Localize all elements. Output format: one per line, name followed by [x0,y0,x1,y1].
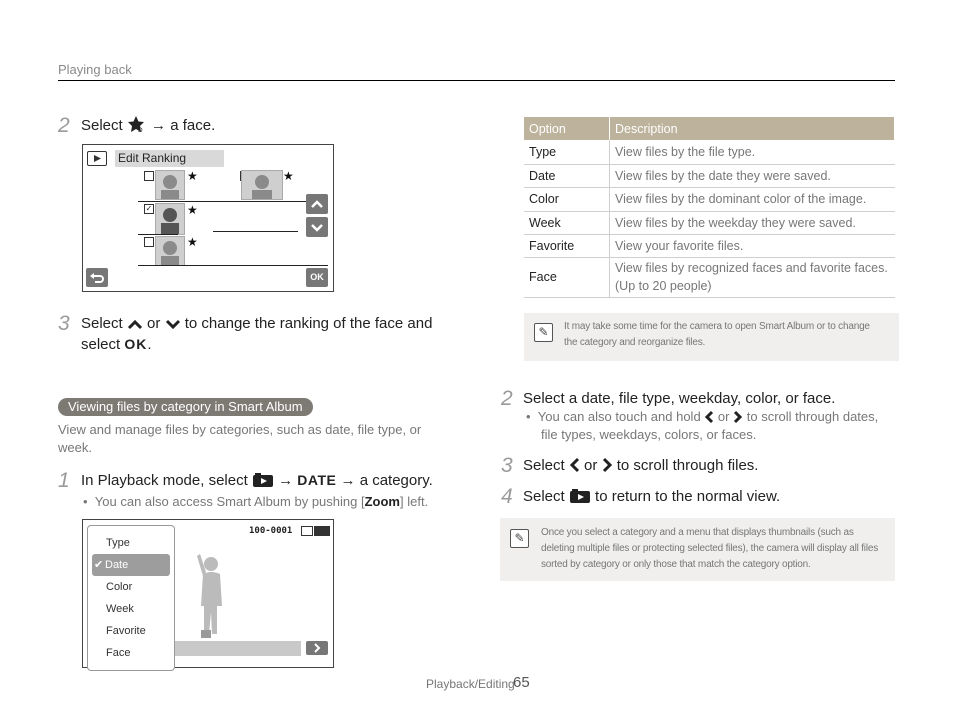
chevron-left-icon [704,410,714,424]
note-icon: ✎ [510,529,529,548]
description-line: (Up to 20 people) [615,279,712,293]
step-number: 4 [501,485,513,508]
step-number: 2 [58,114,70,137]
description-cell: View files by the weekday they were saved. [610,211,895,234]
page-number: 65 [513,674,530,691]
playback-icon [87,151,107,166]
step-number: 3 [58,312,70,335]
menu-item-favorite[interactable]: Favorite [106,625,146,637]
description-line: View files by recognized faces and favorite faces. [615,261,888,275]
column-header: Option [524,117,610,140]
smart-album-star-icon [127,115,147,133]
menu-item-color[interactable]: Color [106,581,133,593]
screen-title: Edit Ranking [115,150,224,167]
note-line: sorted by category or only those that match the category option. [541,559,811,570]
menu-item-type[interactable]: Type [106,537,130,549]
face-thumbnail[interactable] [155,170,185,200]
step-text: to scroll through files. [616,457,759,474]
step-text: Select [81,315,123,332]
filmstrip[interactable] [173,641,301,656]
note-line: Once you select a category and a menu that displays thumbnails (such as [541,527,854,538]
category-menu [87,525,175,671]
step-text: In Playback mode, select [81,472,248,489]
memory-card-icon [301,526,313,536]
divider [138,201,328,202]
description-cell [610,257,895,297]
column-header: Description [610,117,895,140]
ok-glyph: OK [124,336,148,352]
star-icon: ★ [283,169,294,183]
table-header-row [524,117,895,140]
bullet-text: You can also touch and hold [537,409,701,424]
option-cell: Type [524,140,610,164]
table-row [524,234,895,257]
footer-label: Playback/Editing [426,677,515,691]
edit-ranking-screen [82,144,334,292]
note-box [524,313,899,361]
file-counter: 100-0001 [249,526,293,536]
button-name: Zoom [364,494,400,509]
step-text: . [147,336,152,353]
menu-item-label: Date [105,559,129,571]
step-text: or [147,315,161,332]
move-down-button[interactable] [306,217,328,237]
description-cell: View files by the dominant color of the image. [610,187,895,211]
step-number: 2 [501,387,513,410]
face-checkbox[interactable] [144,237,154,247]
options-table [524,117,895,298]
star-icon: ★ [187,235,198,249]
step-number: 3 [501,454,513,477]
note-line: the category and reorganize files. [564,337,706,348]
chevron-left-icon [569,457,580,473]
step-2-bullet [526,408,896,444]
step-text: Select [523,457,565,474]
table-row [524,257,895,297]
note-text [541,525,891,573]
option-cell: Week [524,211,610,234]
step-text: or [584,457,598,474]
step-text: → a category. [340,472,433,489]
divider [213,231,298,232]
step-1-instruction [81,470,433,491]
chevron-up-icon [127,317,143,331]
bullet-text: file types, weekdays, colors, or faces. [541,427,757,442]
bullet-text: or [717,409,730,424]
smart-album-screen [82,519,334,668]
note-text [564,319,894,351]
step-3-instruction [523,455,758,476]
section-description: View and manage files by categories, such as date, file type, or week. [58,422,422,455]
face-checkbox-checked[interactable]: ✓ [145,204,153,213]
table-row [524,187,895,211]
star-icon: ★ [187,203,198,217]
step-3-instruction [81,313,451,355]
back-button[interactable] [86,268,108,287]
battery-icon [314,526,330,536]
step-1-bullet [83,493,428,511]
bullet-text: You can also access Smart Album by pushing [ [94,494,365,509]
description-cell: View files by the file type. [610,140,895,164]
step-text: to change the ranking of the face and [184,315,433,332]
face-thumbnail-selected[interactable] [155,203,185,235]
step-text: Select [81,117,123,134]
note-icon: ✎ [534,323,553,342]
chevron-right-icon [733,410,743,424]
check-icon: ✔ [94,559,104,571]
bullet-dot: • [83,494,88,509]
header-rule [58,80,895,81]
step-text: select [81,336,121,353]
move-up-button[interactable] [306,194,328,214]
chevron-down-icon [165,317,181,331]
star-icon: ★ [187,169,198,183]
bullet-dot: • [526,409,531,424]
description-cell: View files by the date they were saved. [610,164,895,187]
option-cell: Favorite [524,234,610,257]
table-row [524,164,895,187]
option-cell: Date [524,164,610,187]
note-line: deleting multiple files or protecting selected files), the camera will display all files [541,543,879,554]
bullet-text: ] left. [399,494,429,509]
step-number: 1 [58,469,70,492]
menu-item-week[interactable]: Week [106,603,134,615]
date-glyph: DATE [297,472,337,488]
svg-text:D: D [137,127,143,133]
note-box [500,518,895,581]
table-row [524,140,895,164]
chevron-right-icon [602,457,613,473]
table-row [524,211,895,234]
menu-item-date[interactable] [92,554,170,576]
step-2-instruction [81,115,215,136]
next-button[interactable] [306,641,328,655]
playback-icon [252,472,274,488]
divider [138,265,328,266]
playback-mini-icon [201,630,211,638]
ok-button[interactable]: OK [306,268,328,287]
playback-icon [569,488,591,504]
running-header: Playing back [58,62,132,77]
face-thumbnail[interactable] [241,170,283,200]
option-cell: Color [524,187,610,211]
step-text: → [278,472,294,489]
description-cell: View your favorite files. [610,234,895,257]
face-checkbox[interactable] [144,171,154,181]
photo-figure [193,534,233,636]
step-2-instruction: Select a date, file type, weekday, color, or face. [523,390,836,407]
menu-item-face[interactable]: Face [106,647,131,659]
note-line: It may take some time for the camera to open Smart Album or to change [564,321,870,332]
step-4-instruction [523,486,780,507]
option-cell: Face [524,257,610,297]
face-thumbnail[interactable] [155,236,185,266]
step-text: to return to the normal view. [595,488,781,505]
step-text: Select [523,488,565,505]
bullet-text: to scroll through dates, [746,409,879,424]
divider [138,234,178,235]
section-heading: Viewing files by category in Smart Album [58,398,313,416]
step-text: → a face. [151,117,216,134]
